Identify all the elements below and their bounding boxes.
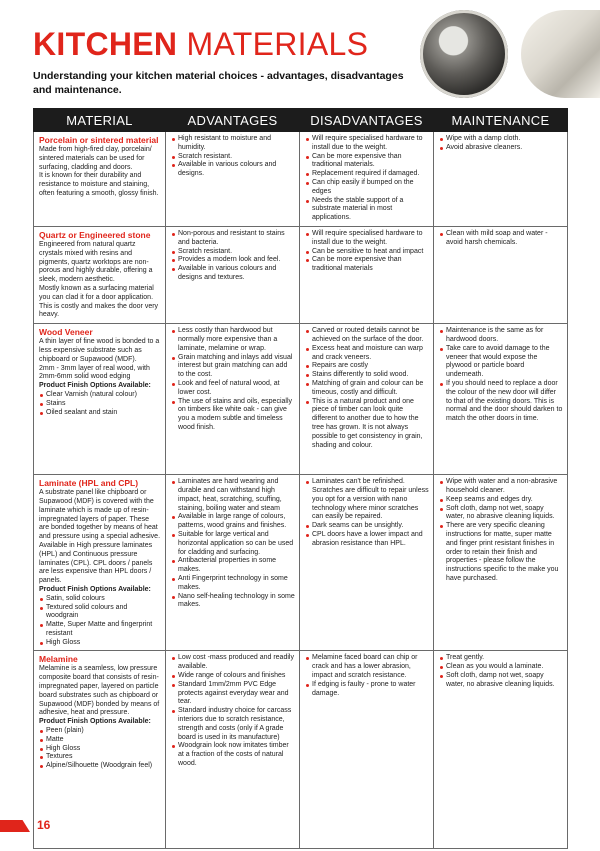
title-word-kitchen: KITCHEN <box>33 26 178 62</box>
disadvantages-cell <box>300 226 434 323</box>
disadvantage-item: This is a natural product and one piece of timber can look quite different to another due to how the tree has grown. It is not always possible to get consistency in grain, shading and colour. <box>305 398 429 451</box>
material-description: A substrate panel like chipboard or Supawood (MDF) is covered with the laminate which is made up of resin-impregnated layers of paper. These are bonded together by means of heat and pressure using a special adhesive. <box>39 489 161 541</box>
maintenance-item-list <box>439 654 563 689</box>
maintenance-item: Avoid abrasive cleaners. <box>439 144 563 153</box>
finish-option: Peen (plain) <box>39 727 161 736</box>
material-name: Wood Veneer <box>39 327 93 338</box>
disadvantage-item: Melamine faced board can chip or crack and has a lower abrasion, impact and scratch resistance. <box>305 654 429 680</box>
advantage-item-list <box>171 478 295 610</box>
disadvantage-item-list <box>305 327 429 450</box>
disadvantages-cell <box>300 132 434 227</box>
material-cell <box>34 226 166 323</box>
finish-option: Textured solid colours and woodgrain <box>39 604 161 622</box>
maintenance-cell <box>434 475 568 651</box>
material-name: Melamine <box>39 654 78 665</box>
table-row <box>34 226 568 323</box>
advantage-item: Provides a modern look and feel. <box>171 256 295 265</box>
material-name: Quartz or Engineered stone <box>39 229 151 240</box>
dark-stone-sample-photo <box>420 10 508 98</box>
finish-option-list <box>39 391 161 417</box>
material-description: Melamine is a seamless, low pressure composite board that consists of resin-impregnated paper, layered on particle board substrates such as chipboard or Supawood (MDF) bonded by means of adhesive, heat and pressure. <box>39 665 160 717</box>
advantage-item: Standard 1mm/2mm PVC Edge protects against everyday wear and tear. <box>171 681 295 707</box>
disadvantage-item: Needs the stable support of a substrate material in most applications. <box>305 197 429 223</box>
material-description: It is known for their durability and resistance to moisture and staining, often featuring a smooth, glossy finish. <box>39 172 159 197</box>
advantage-item: Available in various colours and designs. <box>171 161 295 179</box>
maintenance-item: Take care to avoid damage to the veneer that would expose the plywood or particle board underneath. <box>439 345 563 380</box>
maintenance-item: Clean with mild soap and water - avoid harsh chemicals. <box>439 230 563 248</box>
advantages-cell <box>166 324 300 475</box>
material-name: Porcelain or sintered material <box>39 135 159 145</box>
marble-sample-photo <box>521 10 600 98</box>
table-row <box>34 475 568 651</box>
material-description: Available in High pressure laminates (HPL) and Continuous pressure laminates (CPL). CPL doors / panels are less expensive than HPL doors / panels. <box>39 541 153 585</box>
finish-option-list <box>39 727 161 771</box>
disadvantage-item: Repairs are costly <box>305 362 429 371</box>
header-maintenance: MAINTENANCE <box>434 109 568 132</box>
disadvantage-item: Stains differently to solid wood. <box>305 371 429 380</box>
disadvantage-item: CPL doors have a lower impact and abrasion resistance than HPL. <box>305 531 429 549</box>
maintenance-cell <box>434 226 568 323</box>
maintenance-item: Wipe with a damp cloth. <box>439 135 563 144</box>
material-description: 2mm - 3mm layer of real wood, with 2mm-6mm solid wood edging <box>39 364 150 381</box>
material-description: Made from high-fired clay, porcelain/ sintered materials can be used for surfacing, cladding and doors. <box>39 146 152 171</box>
advantage-item: Wide range of colours and finishes <box>171 672 295 681</box>
advantage-item-list <box>171 327 295 433</box>
disadvantage-item-list <box>305 230 429 274</box>
maintenance-item: Maintenance is the same as for hardwood doors. <box>439 327 563 345</box>
disadvantage-item: If edging is faulty - prone to water damage. <box>305 681 429 699</box>
maintenance-item: Clean as you would a laminate. <box>439 663 563 672</box>
finish-options-heading: Product Finish Options Available: <box>39 585 151 593</box>
advantages-cell <box>166 475 300 651</box>
disadvantage-item: Can be more expensive than traditional materials <box>305 256 429 274</box>
disadvantage-item: Excess heat and moisture can warp and crack veneers. <box>305 345 429 363</box>
maintenance-item: Keep seams and edges dry. <box>439 496 563 505</box>
maintenance-item-list <box>439 135 563 153</box>
advantage-item: Woodgrain look now imitates timber at a fraction of the costs of natural wood. <box>171 742 295 768</box>
header-material: MATERIAL <box>34 109 166 132</box>
disadvantage-item-list <box>305 478 429 548</box>
material-name: Laminate (HPL and CPL) <box>39 478 139 489</box>
finish-options-heading: Product Finish Options Available: <box>39 382 151 390</box>
disadvantage-item: Replacement required if damaged. <box>305 170 429 179</box>
disadvantage-item: Will require specialised hardware to install due to the weight. <box>305 230 429 248</box>
maintenance-item-list <box>439 478 563 584</box>
advantage-item: The use of stains and oils, especially on timbers like white oak - can give you a modern subtle and timeless wood finish. <box>171 398 295 433</box>
disadvantage-item: Can be sensitive to heat and impact <box>305 248 429 257</box>
maintenance-item: There are very specific cleaning instructions for matte, super matte and finger print resistant finishes in order to retain their finish and properties - please follow the instructions specific to the make you have purchased. <box>439 522 563 584</box>
maintenance-item: Soft cloth, damp not wet, soapy water, no abrasive cleaning liquids. <box>439 672 563 690</box>
disadvantages-cell <box>300 475 434 651</box>
finish-option: Matte, Super Matte and fingerprint resistant <box>39 621 161 639</box>
material-description: Mostly known as a surfacing material you can clad it for a door application. This is costly and makes the door very heavy. <box>39 284 159 319</box>
advantage-item: Non-porous and resistant to stains and bacteria. <box>171 230 295 248</box>
material-description: A thin layer of fine wood is bonded to a less expensive substrate such as chipboard or Supawood (MDF). <box>39 338 160 363</box>
page-subtitle: Understanding your kitchen material choices - advantages, disadvantages and maintenance. <box>33 70 404 96</box>
material-cell <box>34 651 166 849</box>
title-word-materials: MATERIALS <box>186 26 369 62</box>
maintenance-cell <box>434 132 568 227</box>
disadvantage-item-list <box>305 654 429 698</box>
footer-accent-bar <box>0 820 30 832</box>
advantage-item: Laminates are hard wearing and durable and can withstand high impact, heat, scratching, scuffing, staining, boiling water and steam <box>171 478 295 513</box>
table-row <box>34 651 568 849</box>
page-number: 16 <box>37 818 51 832</box>
finish-option: Textures <box>39 753 161 762</box>
advantage-item: Standard industry choice for carcass interiors due to scratch resistance, strength and costs (only if A grade board is used in its manufacture) <box>171 707 295 742</box>
disadvantages-cell <box>300 651 434 849</box>
table-row <box>34 324 568 475</box>
disadvantage-item: Can be more expensive than traditional materials. <box>305 153 429 171</box>
finish-options-heading: Product Finish Options Available: <box>39 718 151 726</box>
finish-option: High Gloss <box>39 745 161 754</box>
advantage-item-list <box>171 654 295 768</box>
advantage-item: Scratch resistant. <box>171 153 295 162</box>
advantages-cell <box>166 132 300 227</box>
finish-option: Stains <box>39 400 161 409</box>
table-row <box>34 132 568 227</box>
advantage-item: High resistant to moisture and humidity. <box>171 135 295 153</box>
finish-option: High Gloss <box>39 639 161 648</box>
advantages-cell <box>166 226 300 323</box>
maintenance-cell <box>434 324 568 475</box>
material-description: Engineered from natural quartz crystals mixed with resins and pigments, quartz worktops are non-porous and highly durable, offering a sleek, modern aesthetic. <box>39 240 153 284</box>
advantage-item-list <box>171 135 295 179</box>
advantage-item-list <box>171 230 295 283</box>
disadvantage-item: Matching of grain and colour can be timeous, costly and difficult. <box>305 380 429 398</box>
advantage-item: Nano self-healing technology in some makes. <box>171 593 295 611</box>
advantage-item: Look and feel of natural wood, at lower cost. <box>171 380 295 398</box>
finish-option: Satin, solid colours <box>39 595 161 604</box>
disadvantage-item: Laminates can't be refinished. Scratches are difficult to repair unless you opt for a version with nano technology where minor scratches can easily be repaired. <box>305 478 429 522</box>
finish-option-list <box>39 595 161 648</box>
maintenance-item: Soft cloth, damp not wet, soapy water, no abrasive cleaning liquids. <box>439 505 563 523</box>
advantage-item: Antibacterial properties in some makes. <box>171 557 295 575</box>
advantage-item: Grain matching and inlays add visual interest but grain matching can add to the cost. <box>171 354 295 380</box>
material-cell <box>34 475 166 651</box>
page-title <box>33 26 368 62</box>
advantage-item: Anti Fingerprint technology in some makes. <box>171 575 295 593</box>
finish-option: Oiled sealant and stain <box>39 409 161 418</box>
advantage-item: Available in large range of colours, patterns, wood grains and finishes. <box>171 513 295 531</box>
disadvantage-item: Dark seams can be unsightly. <box>305 522 429 531</box>
maintenance-item: Wipe with water and a non-abrasive household cleaner. <box>439 478 563 496</box>
advantage-item: Less costly than hardwood but normally more expensive than a laminate, melamine or wrap. <box>171 327 295 353</box>
material-cell <box>34 324 166 475</box>
finish-option: Alpine/Silhouette (Woodgrain feel) <box>39 762 161 771</box>
advantage-item: Low cost -mass produced and readily available. <box>171 654 295 672</box>
advantage-item: Available in various colours and designs and textures. <box>171 265 295 283</box>
disadvantages-cell <box>300 324 434 475</box>
advantage-item: Scratch resistant. <box>171 248 295 257</box>
header-disadvantages: DISADVANTAGES <box>300 109 434 132</box>
maintenance-item-list <box>439 230 563 248</box>
disadvantage-item: Can chip easily if bumped on the edges <box>305 179 429 197</box>
materials-table <box>33 108 568 849</box>
disadvantage-item: Will require specialised hardware to install due to the weight. <box>305 135 429 153</box>
maintenance-item-list <box>439 327 563 424</box>
finish-option: Matte <box>39 736 161 745</box>
material-cell <box>34 132 166 227</box>
table-header-row <box>34 109 568 132</box>
finish-option: Clear Varnish (natural colour) <box>39 391 161 400</box>
maintenance-cell <box>434 651 568 849</box>
advantage-item: Suitable for large vertical and horizontal application so can be used for cladding and surfacing. <box>171 531 295 557</box>
disadvantage-item: Carved or routed details cannot be achieved on the surface of the door. <box>305 327 429 345</box>
maintenance-item: If you should need to replace a door the colour of the new door will differ to that of the existing doors. This is normal and the door should darken to match the other doors in time. <box>439 380 563 424</box>
maintenance-item: Treat gently. <box>439 654 563 663</box>
disadvantage-item-list <box>305 135 429 223</box>
header-advantages: ADVANTAGES <box>166 109 300 132</box>
advantages-cell <box>166 651 300 849</box>
